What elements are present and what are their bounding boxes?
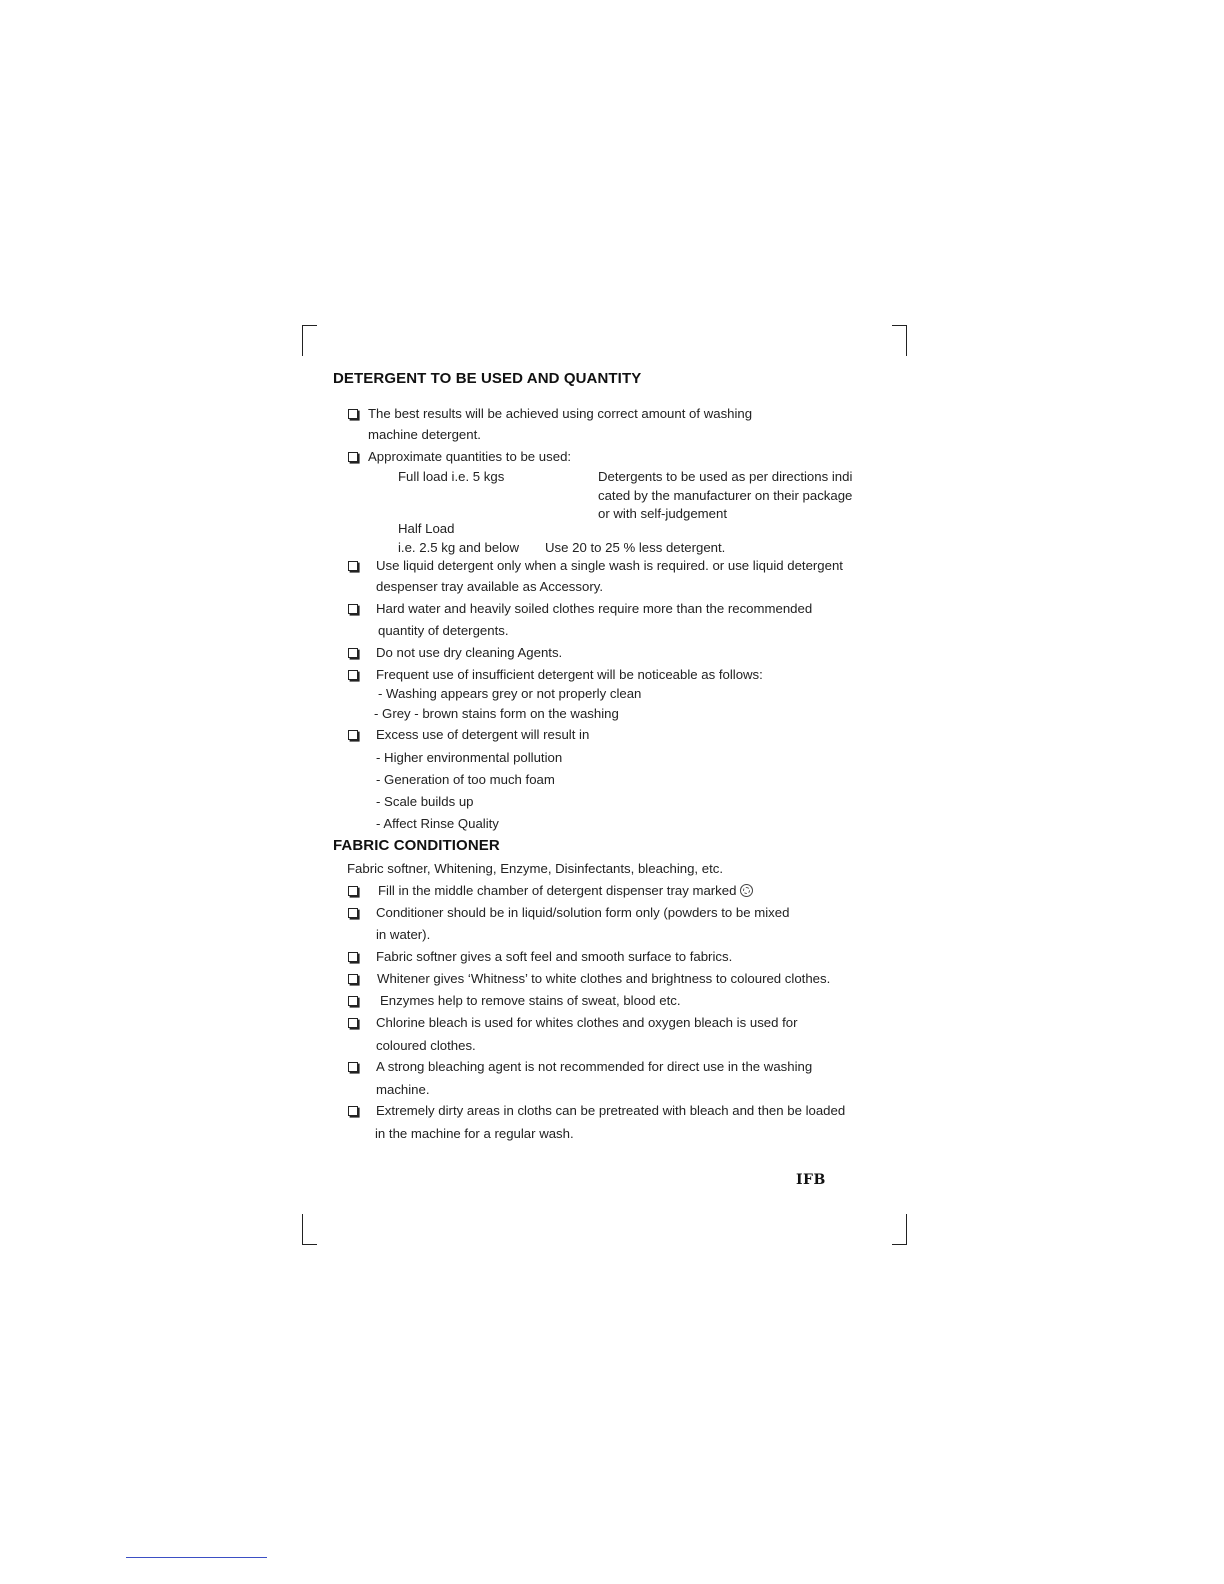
bullet-text: Conditioner should be in liquid/solution form only (powders to be mixed: [376, 905, 790, 920]
section-intro: Fabric softner, Whitening, Enzyme, Disinfectants, bleaching, etc.: [347, 861, 724, 876]
bullet-checkbox-icon: [348, 1062, 358, 1072]
bullet-text: Extremely dirty areas in cloths can be pretreated with bleach and then be loaded: [376, 1103, 846, 1118]
footer-rule: [126, 1557, 267, 1558]
full-load-desc: Detergents to be used as per directions indi: [598, 469, 853, 484]
flower-symbol-icon: [740, 884, 753, 897]
full-load-label: Full load i.e. 5 kgs: [398, 469, 505, 484]
half-load-label-cont: i.e. 2.5 kg and below: [398, 540, 519, 555]
brand-logo: IFB: [796, 1172, 826, 1188]
bullet-checkbox-icon: [348, 409, 358, 419]
bullet-text: Fabric softner gives a soft feel and smooth surface to fabrics.: [376, 949, 733, 964]
sub-item: - Generation of too much foam: [376, 772, 555, 787]
bullet-checkbox-icon: [348, 886, 358, 896]
section-title-detergent: DETERGENT TO BE USED AND QUANTITY: [333, 370, 642, 387]
bullet-checkbox-icon: [348, 730, 358, 740]
bullet-text: Whitener gives ‘Whitness’ to white clothes and brightness to coloured clothes.: [377, 971, 831, 986]
bullet-checkbox-icon: [348, 952, 358, 962]
crop-mark-bottom-left: [302, 1214, 317, 1245]
full-load-desc-cont: cated by the manufacturer on their package: [598, 488, 853, 503]
bullet-text: [378, 883, 753, 898]
bullet-checkbox-icon: [348, 670, 358, 680]
bullet-text-cont: despenser tray available as Accessory.: [376, 579, 603, 594]
bullet-text-cont: coloured clothes.: [376, 1038, 476, 1053]
crop-mark-bottom-right: [892, 1214, 907, 1245]
sub-item: - Scale builds up: [376, 794, 474, 809]
bullet-text: Hard water and heavily soiled clothes require more than the recommended: [376, 601, 813, 616]
bullet-text: Approximate quantities to be used:: [368, 449, 572, 464]
half-load-desc: Use 20 to 25 % less detergent.: [545, 540, 726, 555]
bullet-text: A strong bleaching agent is not recommended for direct use in the washing: [376, 1059, 813, 1074]
bullet-text: The best results will be achieved using correct amount of washing: [368, 406, 753, 421]
crop-mark-top-right: [892, 325, 907, 356]
sub-item: - Grey - brown stains form on the washing: [374, 706, 619, 721]
bullet-checkbox-icon: [348, 908, 358, 918]
bullet-text: Chlorine bleach is used for whites clothes and oxygen bleach is used for: [376, 1015, 798, 1030]
bullet-text: Enzymes help to remove stains of sweat, blood etc.: [380, 993, 681, 1008]
section-title-fabric-conditioner: FABRIC CONDITIONER: [333, 837, 500, 854]
sub-item: - Washing appears grey or not properly clean: [378, 686, 642, 701]
bullet-checkbox-icon: [348, 974, 358, 984]
bullet-checkbox-icon: [348, 452, 358, 462]
sub-item: - Higher environmental pollution: [376, 750, 563, 765]
bullet-text-cont: machine.: [376, 1082, 430, 1097]
bullet-text-cont: quantity of detergents.: [378, 623, 509, 638]
half-load-label: Half Load: [398, 521, 455, 536]
bullet-checkbox-icon: [348, 1106, 358, 1116]
bullet-text-cont: in water).: [376, 927, 431, 942]
bullet-checkbox-icon: [348, 604, 358, 614]
bullet-checkbox-icon: [348, 1018, 358, 1028]
bullet-text-cont: machine detergent.: [368, 427, 481, 442]
sub-item: - Affect Rinse Quality: [376, 816, 499, 831]
bullet-checkbox-icon: [348, 996, 358, 1006]
bullet-text: Use liquid detergent only when a single wash is required. or use liquid detergent: [376, 558, 843, 573]
bullet-text-span: Fill in the middle chamber of detergent dispenser tray marked: [378, 883, 737, 898]
bullet-text-cont: in the machine for a regular wash.: [375, 1126, 574, 1141]
crop-mark-top-left: [302, 325, 317, 356]
bullet-checkbox-icon: [348, 648, 358, 658]
full-load-desc-cont: or with self-judgement: [598, 506, 728, 521]
bullet-text: Do not use dry cleaning Agents.: [376, 645, 563, 660]
bullet-text: Excess use of detergent will result in: [376, 727, 590, 742]
bullet-checkbox-icon: [348, 561, 358, 571]
bullet-text: Frequent use of insufficient detergent will be noticeable as follows:: [376, 667, 763, 682]
